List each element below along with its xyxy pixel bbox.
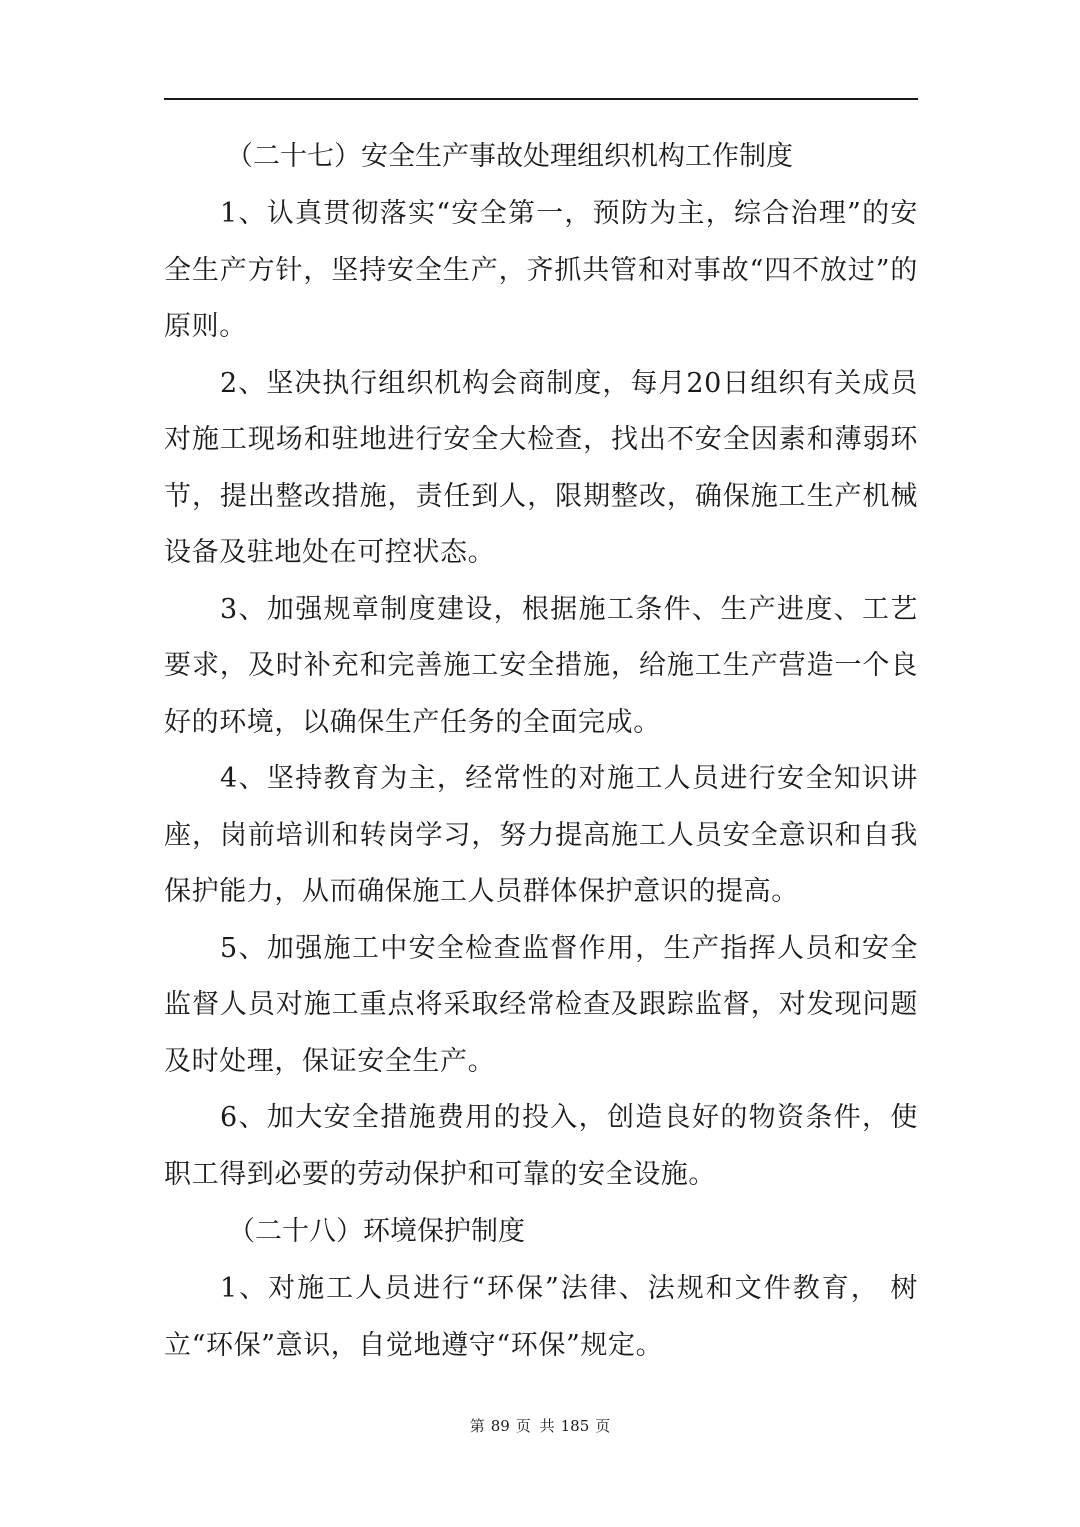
page-body [164, 128, 918, 1374]
section-27-item-3: 3、加强规章制度建设，根据施工条件、生产进度、工艺要求，及时补充和完善施工安全措施，给施工生产营造一个良好的环境，以确保生产任务的全面完成。 [164, 593, 918, 738]
section-27-item-6: 6、加大安全措施费用的投入，创造良好的物资条件，使职工得到必要的劳动保护和可靠的安全设施。 [164, 1102, 918, 1190]
footer-middle: 页 共 [515, 1417, 555, 1435]
section-28-item-1: 1、对施工人员进行“环保”法律、法规和文件教育， 树立“环保”意识，自觉地遵守“环保”规定。 [164, 1273, 918, 1361]
footer-total-pages: 185 [560, 1417, 590, 1435]
footer-prefix: 第 [469, 1417, 485, 1435]
section-27-item-5: 5、加强施工中安全检查监督作用，生产指挥人员和安全监督人员对施工重点将采取经常检查及跟踪监督，对发现问题及时处理，保证安全生产。 [164, 932, 918, 1077]
header-rule [164, 98, 918, 100]
section-27-item-4: 4、坚持教育为主，经常性的对施工人员进行安全知识讲座，岗前培训和转岗学习，努力提高施工人员安全意识和自我保护能力，从而确保施工人员群体保护意识的提高。 [164, 763, 918, 907]
footer-suffix: 页 [595, 1417, 611, 1435]
section-27-item-1: 1、认真贯彻落实“安全第一，预防为主，综合治理”的安全生产方针，坚持安全生产，齐抓共管和对事故“四不放过”的原则。 [164, 198, 918, 342]
footer-current-page: 89 [490, 1417, 510, 1435]
section-28-title: （二十八）环境保护制度 [228, 1216, 525, 1247]
page-footer [0, 1415, 1080, 1436]
section-27-item-2: 2、坚决执行组织机构会商制度，每月20日组织有关成员对施工现场和驻地进行安全大检查，找出不安全因素和薄弱环节，提出整改措施，责任到人，限期整改，确保施工生产机械设备及驻地处在可控状态。 [164, 367, 918, 568]
section-27-title: （二十七）安全生产事故处理组织机构工作制度 [226, 141, 793, 172]
